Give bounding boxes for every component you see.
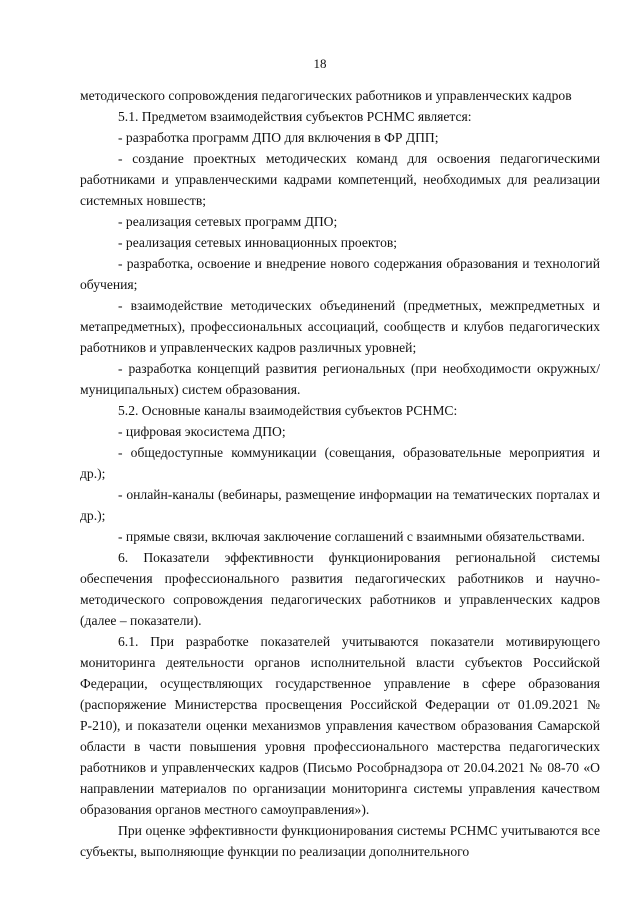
list-item: - разработка концепций развития региональных (при необходимости окружных/муниципальных) систем образования. <box>80 361 600 397</box>
list-item: - реализация сетевых программ ДПО; <box>118 214 338 229</box>
list-item: - взаимодействие методических объединений (предметных, межпредметных и метапредметных), профессиональных ассоциаций, сообществ и клубов педагогических работников и управленческих кадров различных уровней; <box>80 298 600 355</box>
list-item: - разработка, освоение и внедрение нового содержания образования и технологий обучения; <box>80 256 600 292</box>
list-item: - создание проектных методических команд для освоения педагогическими работниками и управленческими кадрами компетенций, необходимых для реализации системных новшеств; <box>80 151 600 208</box>
list-item: - прямые связи, включая заключение соглашений с взаимными обязательствами. <box>118 529 585 544</box>
paragraph-5-2-heading: 5.2. Основные каналы взаимодействия субъектов РСНМС: <box>118 403 458 418</box>
list-item: - онлайн-каналы (вебинары, размещение информации на тематических порталах и др.); <box>80 487 600 523</box>
paragraph-5-1-heading: 5.1. Предметом взаимодействия субъектов РСНМС является: <box>118 109 472 124</box>
list-item: - общедоступные коммуникации (совещания, образовательные мероприятия и др.); <box>80 445 600 481</box>
document-body <box>80 85 600 862</box>
paragraph-6-heading: 6. Показатели эффективности функционирования региональной системы обеспечения профессионального развития педагогических работников и научно-методического сопровождения педагогических работников и управленческих кадров (далее – показатели). <box>80 550 600 628</box>
list-item: - цифровая экосистема ДПО; <box>118 424 286 439</box>
list-item: - разработка программ ДПО для включения в ФР ДПП; <box>118 130 439 145</box>
paragraph-evaluation: При оценке эффективности функционирования системы РСНМС учитываются все субъекты, выполняющие функции по реализации дополнительного <box>80 823 600 859</box>
list-item: - реализация сетевых инновационных проектов; <box>118 235 398 250</box>
paragraph-intro-continuation: методического сопровождения педагогических работников и управленческих кадров <box>80 88 572 103</box>
page-number: 18 <box>313 56 327 71</box>
paragraph-6-1: 6.1. При разработке показателей учитываются показатели мотивирующего мониторинга деятельности органов исполнительной власти субъектов Российской Федерации, осуществляющих государственное управление в сфере образования (распоряжение Министерства просвещения Российской Федерации от 01.09.2021 № Р-210), и показатели оценки механизмов управления качеством образования Самарской области в части повышения уровня профессионального мастерства педагогических работников и управленческих кадров (Письмо Рособрнадзора от 20.04.2021 № 08-70 «О направлении материалов по организации мониторинга системы управления качеством образования органов местного самоуправления»). <box>80 634 600 817</box>
